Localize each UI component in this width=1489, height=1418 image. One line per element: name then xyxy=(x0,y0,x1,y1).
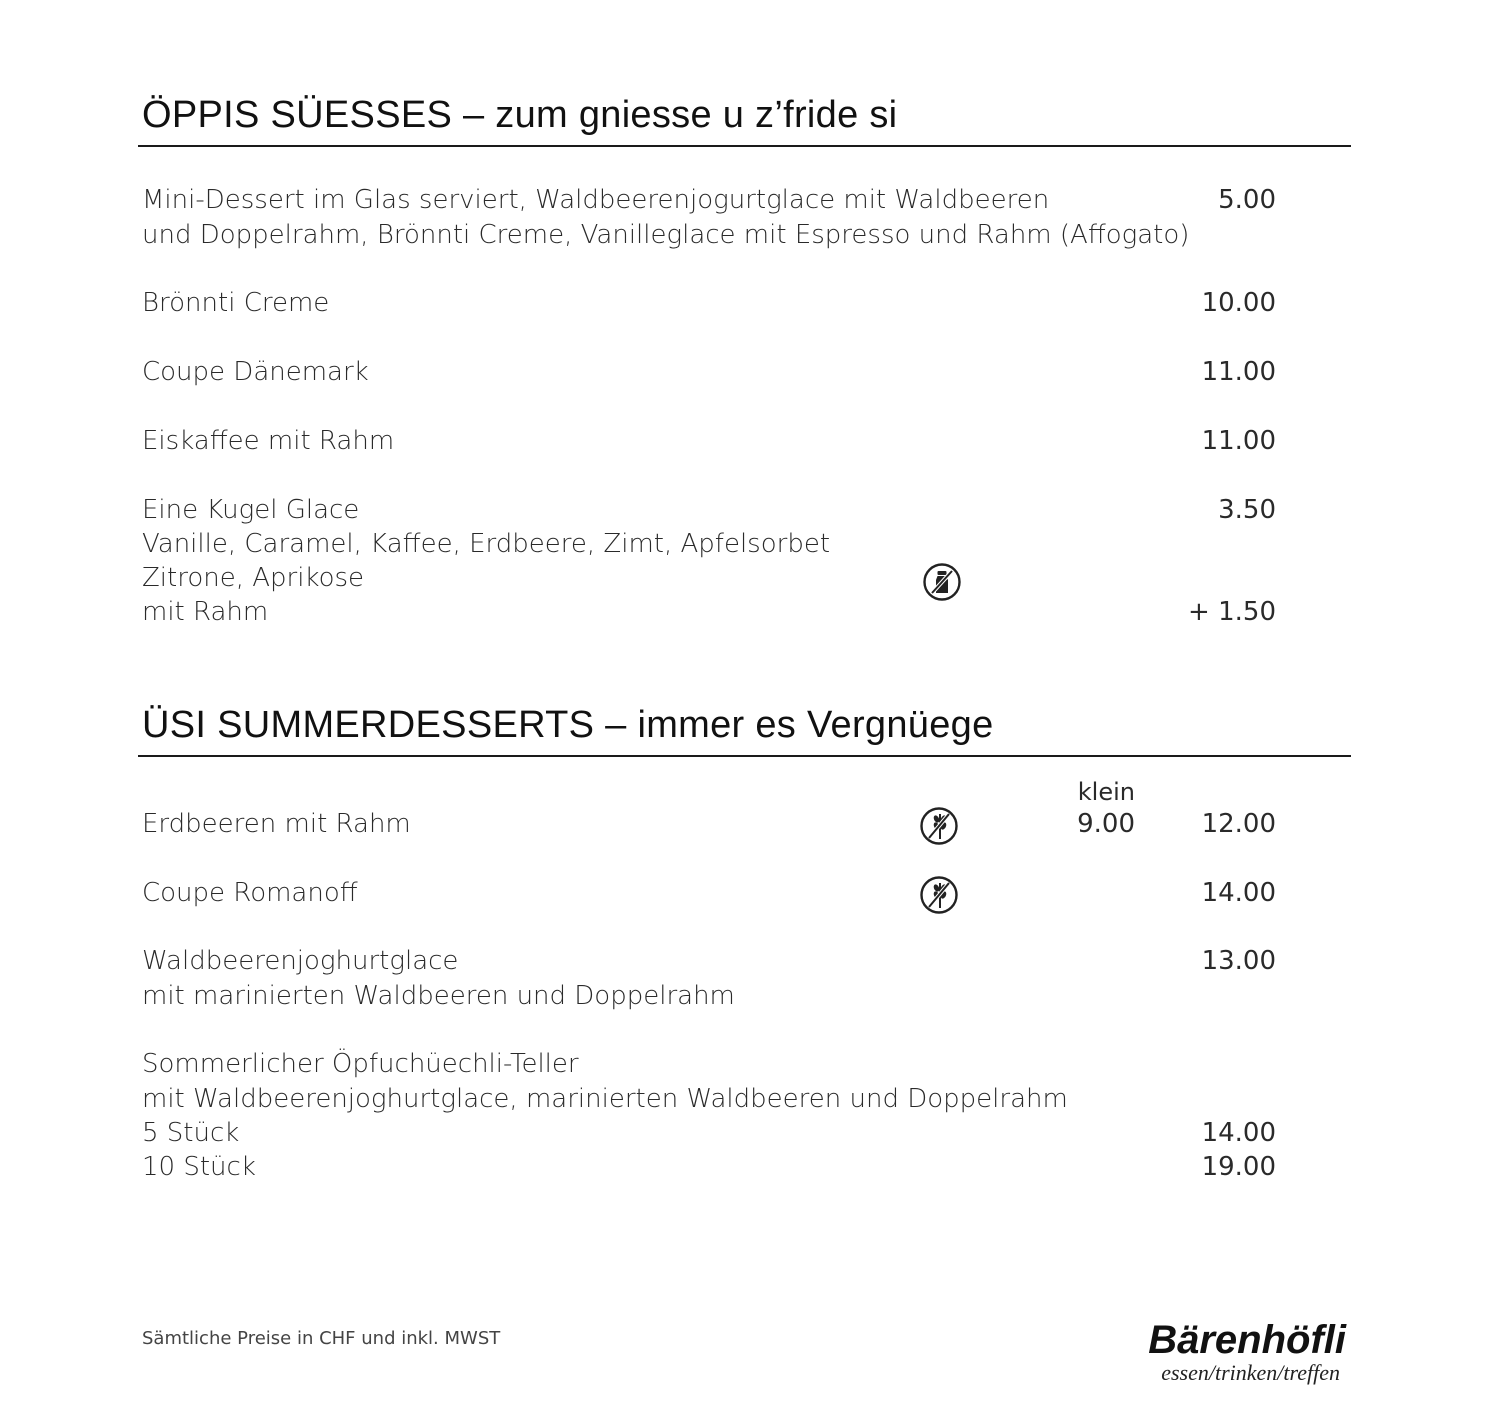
brand-logo-name: Bärenhöfli xyxy=(1148,1318,1346,1362)
small-size-label: klein xyxy=(1077,778,1135,806)
brand-logo-tagline: essen/trinken/treffen xyxy=(1161,1360,1340,1385)
item-oepfuchuechli-desc: mit Waldbeerenjoghurtglace, marinierten Waldbeeren und Doppelrahm xyxy=(142,1084,1068,1114)
item-broennti-creme-price: 10.00 xyxy=(1201,288,1276,318)
item-eiskaffee: Eiskaffee mit Rahm xyxy=(142,426,395,456)
item-oepfuchuechli-5: 5 Stück xyxy=(142,1118,240,1148)
item-mini-dessert-price: 5.00 xyxy=(1218,185,1276,215)
item-erdbeeren-mit-rahm: Erdbeeren mit Rahm xyxy=(142,809,411,839)
item-mini-dessert-line2: und Doppelrahm, Brönnti Creme, Vanilleglace mit Espresso und Rahm (Affogato) xyxy=(142,220,1190,250)
item-kugel-glace: Eine Kugel Glace xyxy=(142,495,360,525)
item-coupe-daenemark: Coupe Dänemark xyxy=(142,357,369,387)
item-kugel-glace-rahm: mit Rahm xyxy=(142,597,269,627)
item-coupe-daenemark-price: 11.00 xyxy=(1201,357,1276,387)
gluten-free-icon xyxy=(919,875,959,915)
gluten-free-icon xyxy=(919,806,959,846)
item-kugel-glace-flavors1: Vanille, Caramel, Kaffee, Erdbeere, Zimt, Apfelsorbet xyxy=(142,529,831,559)
item-erdbeeren-small-price: 9.00 xyxy=(1077,809,1135,839)
item-coupe-romanoff-price: 14.00 xyxy=(1201,878,1276,908)
item-oepfuchuechli-10-price: 19.00 xyxy=(1201,1152,1276,1182)
section2-divider xyxy=(138,755,1351,757)
item-coupe-romanoff: Coupe Romanoff xyxy=(142,878,358,908)
price-note: Sämtliche Preise in CHF und inkl. MWST xyxy=(142,1328,501,1349)
item-erdbeeren-price: 12.00 xyxy=(1201,809,1276,839)
item-oepfuchuechli-10: 10 Stück xyxy=(142,1152,256,1182)
section1-divider xyxy=(138,145,1351,147)
item-oepfuchuechli-5-price: 14.00 xyxy=(1201,1118,1276,1148)
item-waldbeerenjoghurtglace-desc: mit marinierten Waldbeeren und Doppelrahm xyxy=(142,981,735,1011)
item-mini-dessert-line1: Mini-Dessert im Glas serviert, Waldbeerenjogurtglace mit Waldbeeren xyxy=(142,185,1050,215)
section1-heading: ÖPPIS SÜESSES – zum gniesse u z’fride si xyxy=(142,94,898,136)
section2-heading: ÜSI SUMMERDESSERTS – immer es Vergnüege xyxy=(142,704,994,746)
item-kugel-glace-extra-price: + 1.50 xyxy=(1188,597,1276,627)
lactose-free-icon xyxy=(922,562,962,602)
item-oepfuchuechli-teller: Sommerlicher Öpfuchüechli-Teller xyxy=(142,1049,579,1079)
item-kugel-glace-flavors2: Zitrone, Aprikose xyxy=(142,563,365,593)
item-eiskaffee-price: 11.00 xyxy=(1201,426,1276,456)
item-waldbeerenjoghurtglace: Waldbeerenjoghurtglace xyxy=(142,946,459,976)
item-kugel-glace-price: 3.50 xyxy=(1218,495,1276,525)
item-broennti-creme: Brönnti Creme xyxy=(142,288,330,318)
item-waldbeerenjoghurtglace-price: 13.00 xyxy=(1201,946,1276,976)
